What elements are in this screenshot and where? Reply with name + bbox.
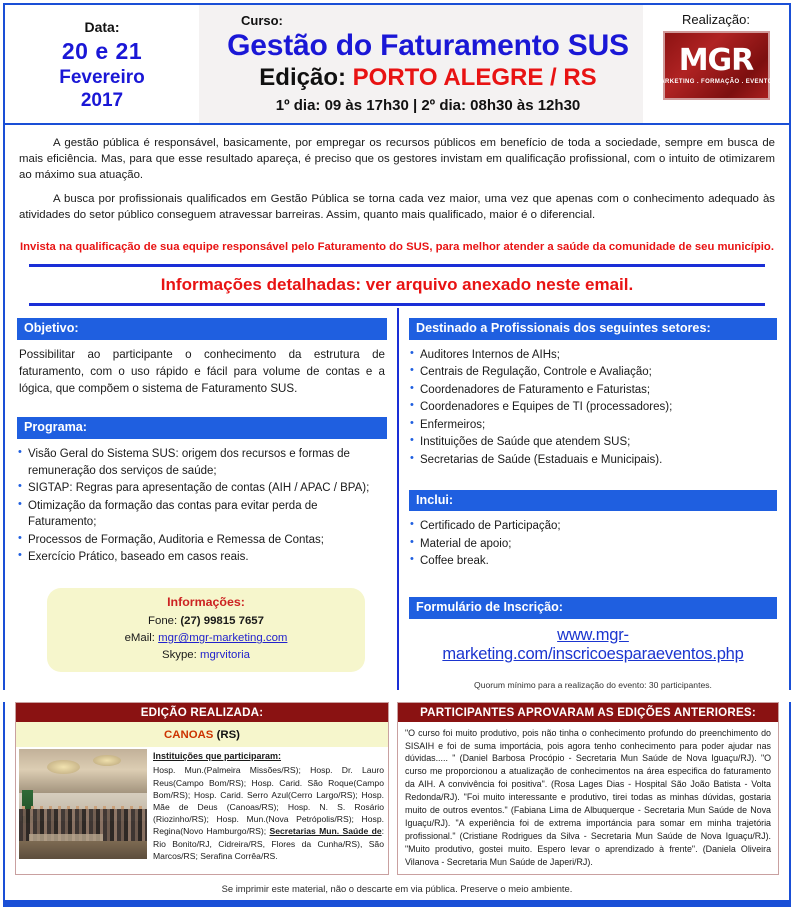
instituicoes-body-1: Hosp. Mun.(Palmeira Missões/RS); Hosp. Dr. Lauro Reus(Campo Bom/RS); Hosp. Carid. São Roque(Campo Bom/RS); Hosp. Carid. Serro Azul(Cerro Largo/RS); Hosp. Mãe de Deus (Canoas/RS); Hosp. N. S. Rosário (Riozinho/RS); Hosp. Mun.(Nova Petrópolis/RS); Hosp. Regina(Novo Hamburgo/RS); <box>153 765 384 837</box>
quorum-note: Quorum mínimo para a realização do evento: 30 participantes. <box>474 679 712 690</box>
list-item: • Coordenadores e Equipes de TI (processadores); <box>409 399 777 416</box>
header-realization-block <box>643 5 789 123</box>
edicao-city-name: CANOAS <box>164 728 214 741</box>
course-label: Curso: <box>241 13 283 29</box>
column-right <box>399 308 789 690</box>
testimonials-panel <box>397 702 779 875</box>
edicao-realizada-header: EDIÇÃO REALIZADA: <box>16 703 388 722</box>
content-columns <box>3 308 791 690</box>
intro-paragraph-1: A gestão pública é responsável, basicamente, por empregar os recursos públicos em benefício de toda a sociedade, sempre em busca de mais eficiência. Mas, para que esse resultado apareça, é preciso que os gestores invistam em qualificação profissional, com o intuito de otimizarem ao máximo sua atuação. <box>19 137 775 182</box>
header-date-block <box>5 5 199 123</box>
column-left <box>5 308 397 690</box>
flyer-page <box>0 3 794 894</box>
bottom-accent-bar <box>3 902 791 907</box>
destinado-list <box>409 347 777 469</box>
section-inclui-header: Inclui: <box>409 490 777 512</box>
logo-wordmark: MGR <box>678 43 754 78</box>
date-year: 2017 <box>80 90 124 112</box>
footer-wrap <box>3 875 791 902</box>
event-group-photo <box>19 749 147 859</box>
list-item: • Secretarias de Saúde (Estaduais e Municipais). <box>409 452 777 469</box>
course-schedule: 1º dia: 09 às 17h30 | 2º dia: 08h30 às 12h30 <box>275 96 581 114</box>
list-item: • Coffee break. <box>409 553 777 570</box>
list-item: • Material de apoio; <box>409 536 777 553</box>
secretarias-label: Secretarias Mun. Saúde de <box>269 826 382 837</box>
objetivo-text: Possibilitar ao participante o conhecimento da estrutura de faturamento, com o uso rápido e fácil para volume de contas e a lógica, que compõem o sistema de Faturamento SUS. <box>19 347 385 395</box>
course-title: Gestão do Faturamento SUS <box>227 29 629 63</box>
phone-label: Fone: <box>148 615 181 628</box>
date-month: Fevereiro <box>59 66 145 88</box>
footer-note: Se imprimir este material, não o descarte em via pública. Preserve o meio ambiente. <box>221 882 573 894</box>
intro-paragraph-2: A busca por profissionais qualificados em Gestão Pública se torna cada vez maior, uma vez que apenas com o conhecimento adequado às atividades do setor público conseguem atravessar barreiras. Assim, quanto mais qualificado, maior é o diferencial. <box>19 192 775 221</box>
testimonials-header: PARTICIPANTES APROVARAM AS EDIÇÕES ANTERIORES: <box>398 703 778 722</box>
programa-list <box>17 446 387 566</box>
section-objetivo-header: Objetivo: <box>17 318 387 340</box>
list-item: • Instituições de Saúde que atendem SUS; <box>409 434 777 451</box>
divider-rule-bottom <box>29 303 765 306</box>
date-label: Data: <box>84 18 120 35</box>
instituicoes-text <box>153 747 388 866</box>
list-item: • SIGTAP: Regras para apresentação de contas (AIH / APAC / BPA); <box>17 480 387 497</box>
instituicoes-body-2: : Rio Bonito/RJ, Cidreira/RS, Flores da Cunha/RS), São Marcos/RS; Serafina Corrêa/RS. <box>153 826 384 861</box>
testimonials-text: "O curso foi muito produtivo, pois não tinha o conhecimento profundo do preenchimento do SISAIH e foi de suma importácia, pois agora tenho conhecimento para poder ajudar nas dúvidas..... " (Daniel Barbosa Procópio - Secretaria Mun Saúde de Nova Iguaçu/RJ). "O curso me proporcionou a atualização de conhecimentos na área especifica do faturamento da AIH. A convivência foi positiva". (Rosa Lages Dias - Hospital São João Batista - Volta Redonda/RJ). "Foi muito interessante e produtivo, tirei todas as minhas dúvidas, gostaria muito de outros eventos." (Fabiana Lima de Albuquerque - Secretaria Mun Saúde de Nova Iguaçu/RJ). "A experiência foi de extrema importáncia para somar em minha trajetória profissional." (Cristiane Rodrigues da Silva - Secretaria Mun Saúde de Nova Iguaçu/RJ). "Muito produtivo, gostei muito. Espero levar o aprendizado à frente". (Daniela Oliveira Vilanova - Secretaria Mun Saúde de Japeri/RJ). <box>405 727 771 867</box>
edition-label: Edição: <box>259 63 346 91</box>
list-item: • Exercício Prático, baseado em casos reais. <box>17 549 387 566</box>
bottom-panels <box>3 702 791 875</box>
contact-title: Informações: <box>167 595 245 610</box>
edition-row <box>219 64 637 92</box>
edicao-realizada-panel <box>15 702 389 875</box>
date-days: 20 e 21 <box>61 38 143 65</box>
list-item: • Otimização da formação das contas para evitar perda de Faturamento; <box>17 498 387 531</box>
intro-highlight: Invista na qualificação de sua equipe responsável pelo Faturamento do SUS, para melhor atender a saúde da comunidade de seu município. <box>20 240 774 253</box>
list-item: • Centrais de Regulação, Controle e Avaliação; <box>409 364 777 381</box>
instituicoes-label: Instituições que participaram: <box>153 750 282 761</box>
edicao-city-band <box>16 722 388 747</box>
attachment-notice: Informações detalhadas: ver arquivo anexado neste email. <box>160 274 634 294</box>
list-item: • Coordenadores de Faturamento e Faturistas; <box>409 382 777 399</box>
list-item: • Visão Geral do Sistema SUS: origem dos recursos e formas de remuneração dos serviços de saúde; <box>17 446 387 479</box>
header-banner <box>3 3 791 125</box>
phone-value: (27) 99815 7657 <box>180 615 264 628</box>
list-item: • Auditores Internos de AIHs; <box>409 347 777 364</box>
section-destinado-header: Destinado a Profissionais dos seguintes setores: <box>409 318 777 340</box>
contact-skype-line <box>53 647 359 664</box>
contact-phone-line <box>53 613 359 630</box>
email-label: eMail: <box>124 632 159 645</box>
email-link[interactable]: mgr@mgr-marketing.com <box>158 632 288 645</box>
edicao-body <box>16 747 388 866</box>
list-item: • Processos de Formação, Auditoria e Remessa de Contas; <box>17 532 387 549</box>
skype-label: Skype: <box>161 649 200 662</box>
section-programa-header: Programa: <box>17 417 387 439</box>
mgr-logo <box>654 31 778 100</box>
contact-info-box <box>47 588 365 672</box>
logo-tagline: MARKETING . FORMAÇÃO . EVENTOS <box>654 79 778 85</box>
edicao-city-uf: (RS) <box>216 728 240 741</box>
edition-city: PORTO ALEGRE / RS <box>352 63 597 91</box>
contact-email-line <box>53 630 359 647</box>
skype-value: mgrvitoria <box>199 649 250 662</box>
intro-section <box>3 125 791 308</box>
inclui-list <box>409 518 777 570</box>
registration-link[interactable]: www.mgr-marketing.com/inscricoesparaeventos.php <box>442 625 744 663</box>
list-item: • Certificado de Participação; <box>409 518 777 535</box>
header-course-block <box>199 5 643 123</box>
list-item: • Enfermeiros; <box>409 417 777 434</box>
realization-label: Realização: <box>682 12 750 27</box>
section-formulario-header: Formulário de Inscrição: <box>409 597 777 619</box>
